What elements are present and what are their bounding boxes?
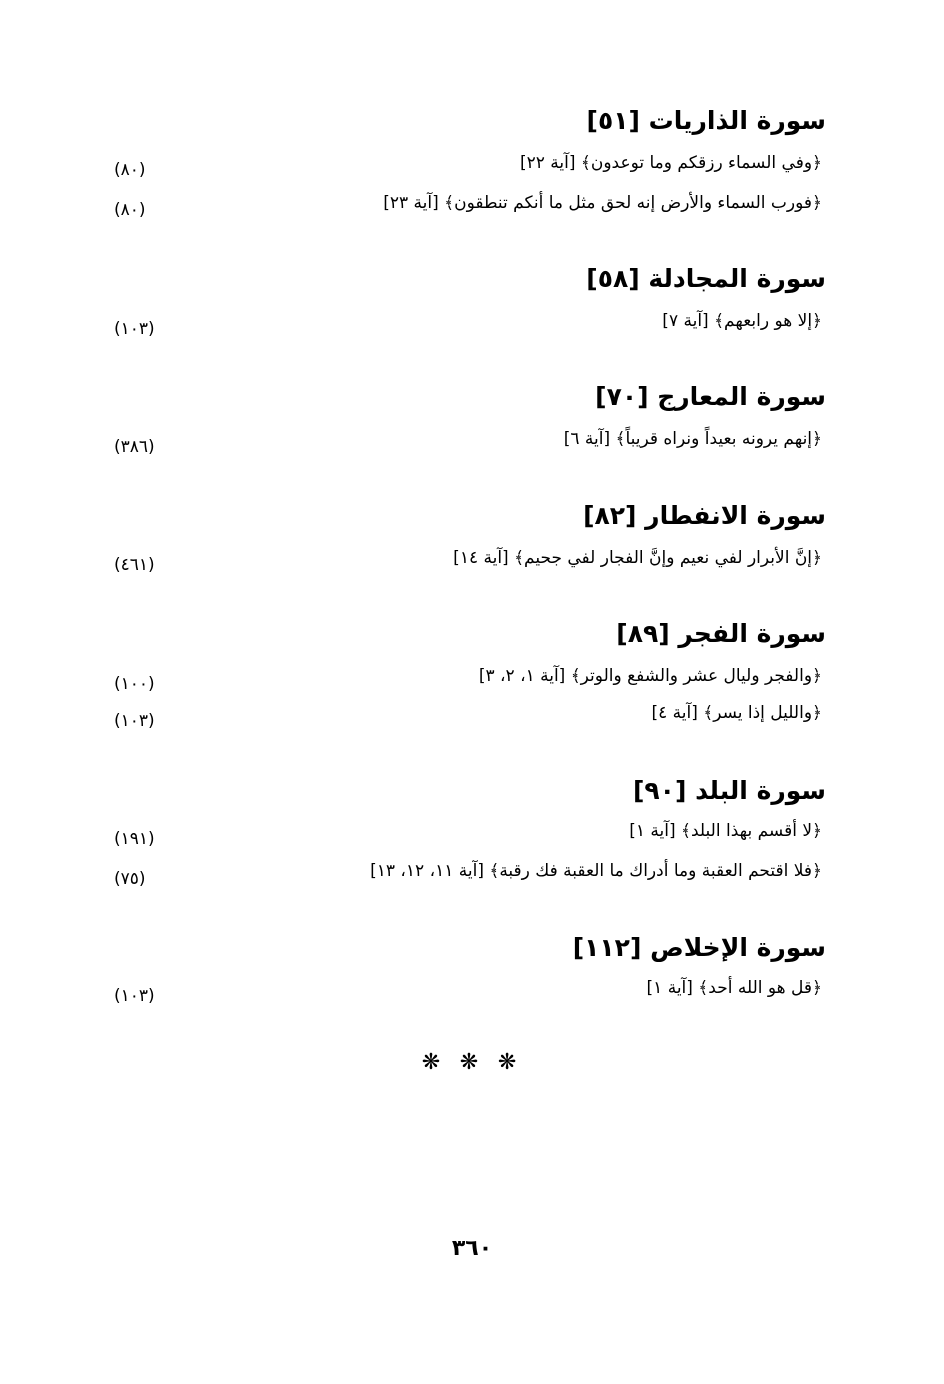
surah-heading: سورة المجادلة [٥٨] [586,264,826,293]
page-reference: (٨٠) [114,200,146,220]
verse-citation: ﴿والفجر وليال عشر والشفع والوتر﴾ [آية ١، ٢، ٣] [478,666,822,686]
surah-heading: سورة الفجر [٨٩] [616,619,826,648]
verse-citation: ﴿فورب السماء والأرض إنه لحق مثل ما أنكم تنطقون﴾ [آية ٢٣] [383,193,822,213]
verse-citation: ﴿قل هو الله أحد﴾ [آية ١] [646,978,822,998]
surah-heading: سورة الذاريات [٥١] [586,106,826,135]
page-reference: (٣٨٦) [114,437,155,457]
surah-heading: سورة البلد [٩٠] [632,776,826,805]
page-number: ٣٦٠ [451,1236,493,1261]
page-reference: (٨٠) [114,160,146,180]
surah-heading: سورة الإخلاص [١١٢] [572,933,826,962]
verse-citation: ﴿إنَّ الأبرار لفي نعيم وإنَّ الفجار لفي جحيم﴾ [آية ١٤] [453,548,822,568]
verse-citation: ﴿فلا اقتحم العقبة وما أدراك ما العقبة فك رقبة﴾ [آية ١١، ١٢، ١٣] [370,861,822,881]
page-reference: (١٠٣) [114,711,155,731]
verse-citation: ﴿إنهم يرونه بعيداً ونراه قريباً﴾ [آية ٦] [563,429,822,449]
page-reference: (٧٥) [114,869,146,889]
verse-citation: ﴿وفي السماء رزقكم وما توعدون﴾ [آية ٢٢] [519,153,822,173]
page-reference: (١٠٣) [114,319,155,339]
page-reference: (٤٦١) [114,555,155,575]
verse-citation: ﴿إلا هو رابعهم﴾ [آية ٧] [662,311,822,331]
surah-heading: سورة الانفطار [٨٢] [583,501,826,530]
verse-citation: ﴿لا أقسم بهذا البلد﴾ [آية ١] [629,821,822,841]
page-reference: (١٩١) [114,829,155,849]
verse-citation: ﴿والليل إذا يسر﴾ [آية ٤] [651,703,822,723]
page-reference: (١٠٠) [114,674,155,694]
section-separator: ❋ ❋ ❋ [421,1050,523,1075]
page-reference: (١٠٣) [114,986,155,1006]
surah-heading: سورة المعارج [٧٠] [595,382,826,411]
